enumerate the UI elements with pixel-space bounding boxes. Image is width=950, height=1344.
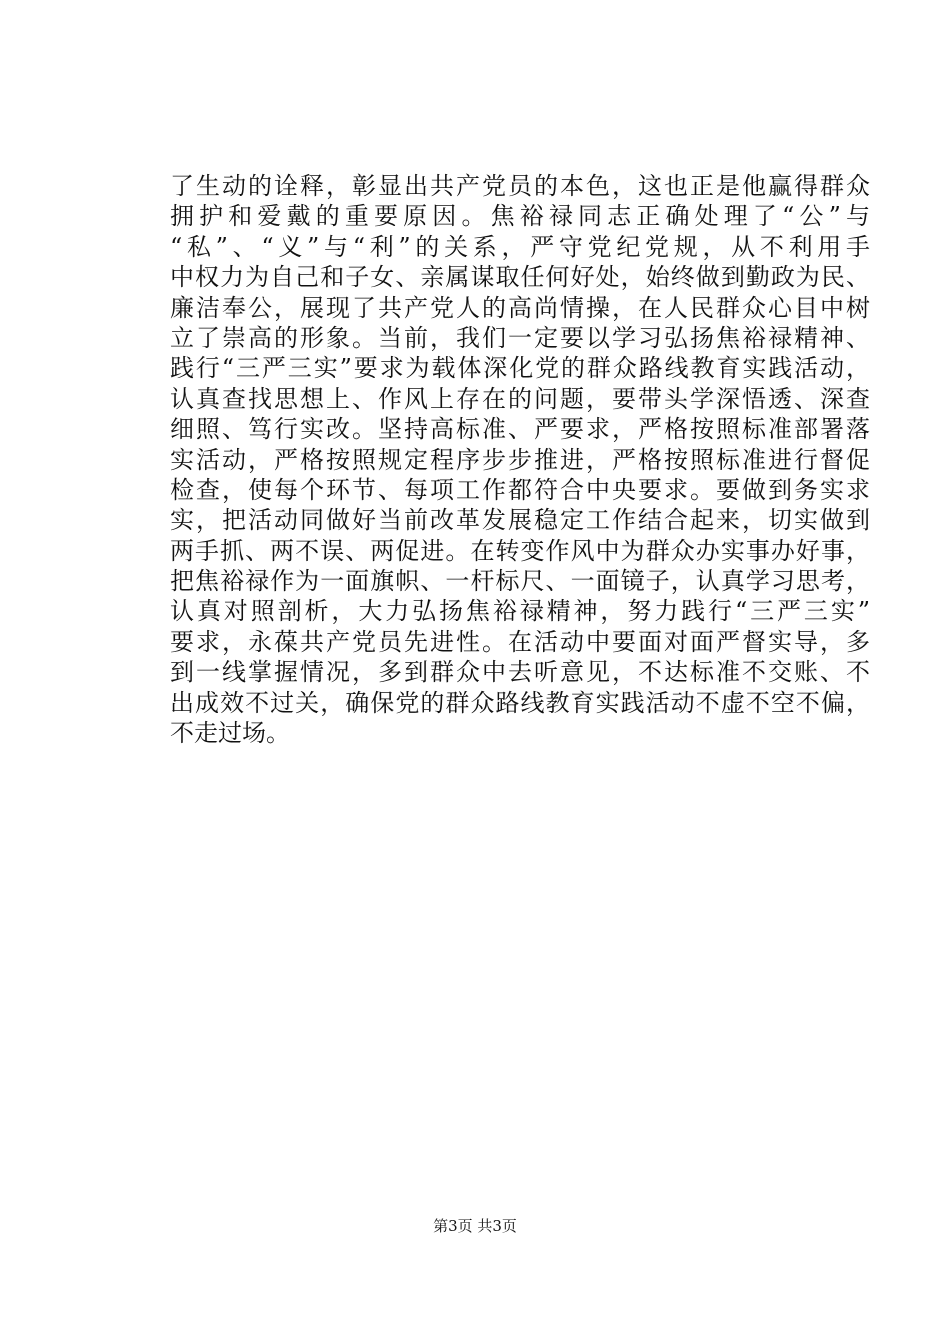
text-line: 把焦裕禄作为一面旗帜、一杆标尺、一面镜子，认真学习思考，: [170, 567, 870, 596]
text-line: 践行“三严三实”要求为载体深化党的群众路线教育实践活动，: [170, 354, 870, 383]
text-line: 拥护和爱戴的重要原因。焦裕禄同志正确处理了“公”与: [170, 202, 870, 231]
text-line: 中权力为自己和子女、亲属谋取任何好处，始终做到勤政为民、: [170, 263, 870, 292]
text-line: 出成效不过关，确保党的群众路线教育实践活动不虚不空不偏，: [170, 688, 870, 717]
text-line: 实活动，严格按照规定程序步步推进，严格按照标准进行督促: [170, 445, 870, 474]
text-line: 认真查找思想上、作风上存在的问题，要带头学深悟透、深查: [170, 384, 870, 413]
text-line: 要求，永葆共产党员先进性。在活动中要面对面严督实导，多: [170, 627, 870, 656]
page-number-footer: 第3页 共3页: [433, 1217, 517, 1235]
text-line: 了生动的诠释，彰显出共产党员的本色，这也正是他赢得群众: [170, 172, 870, 200]
text-line: 两手抓、两不误、两促进。在转变作风中为群众办实事办好事，: [170, 536, 870, 565]
text-line: 细照、笃行实改。坚持高标准、严要求，严格按照标准部署落: [170, 415, 870, 444]
text-line: 实，把活动同做好当前改革发展稳定工作结合起来，切实做到: [170, 506, 870, 535]
text-line: 检查，使每个环节、每项工作都符合中央要求。要做到务实求: [170, 475, 870, 504]
text-line: 到一线掌握情况，多到群众中去听意见，不达标准不交账、不: [170, 658, 870, 687]
text-line: “私”、“义”与“利”的关系，严守党纪党规，从不利用手: [170, 232, 870, 261]
text-line: 廉洁奉公，展现了共产党人的高尚情操，在人民群众心目中树: [170, 293, 870, 322]
body-paragraph: [170, 171, 870, 748]
text-line: 认真对照剖析，大力弘扬焦裕禄精神，努力践行“三严三实”: [170, 597, 870, 626]
text-line: 立了崇高的形象。当前，我们一定要以学习弘扬焦裕禄精神、: [170, 323, 870, 352]
text-line: 不走过场。: [170, 719, 290, 748]
